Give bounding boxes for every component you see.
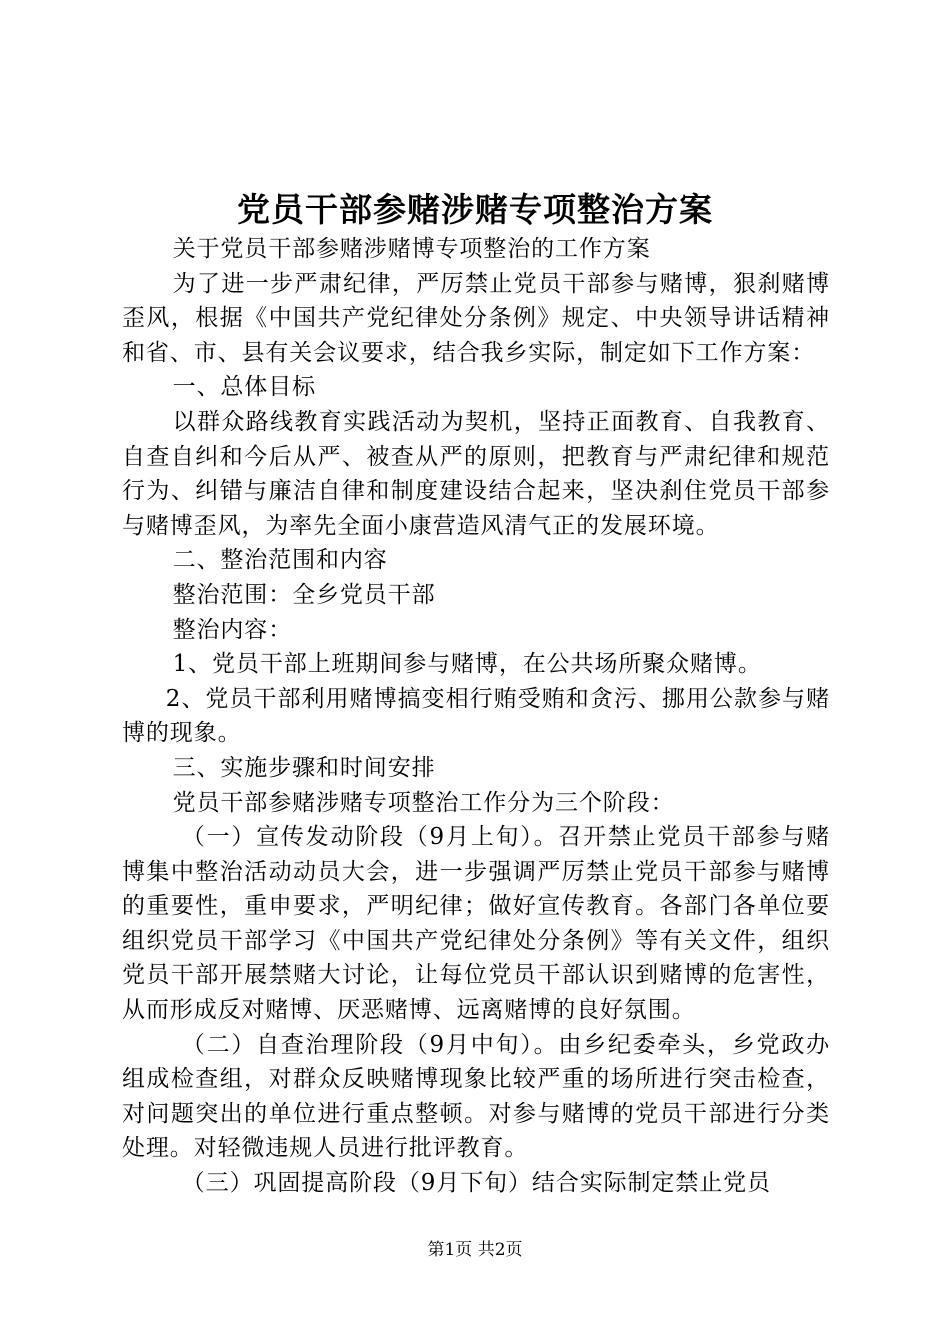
paragraph-scope: 整治范围：全乡党员干部 xyxy=(172,581,436,608)
list-item-2: 2、党员干部利用赌博搞变相行贿受贿和贪污、挪用公款参与赌博的现象。 xyxy=(122,685,830,747)
heading-overall-goal: 一、总体目标 xyxy=(172,374,316,401)
heading-scope-content: 二、整治范围和内容 xyxy=(172,547,388,574)
paragraph-stage-1: （一）宣传发动阶段（9月上旬）。召开禁止党员干部参与赌博集中整治活动动员大会，进一步强调严厉禁止党员干部参与赌博的重要性，重申要求，严明纪律；做好宣传教育。各部门各单位要组织党员干部学习《中国共产党纪律处分条例》等有关文件，组织党员干部开展禁赌大讨论，让每位党员干部认识到赌博的危害性，从而形成反对赌博、厌恶赌博、远离赌博的良好氛围。 xyxy=(122,824,830,1024)
list-item-1: 1、党员干部上班期间参与赌博，在公共场所聚众赌博。 xyxy=(172,651,762,678)
paragraph-subtitle: 关于党员干部参赌涉赌博专项整治的工作方案 xyxy=(172,236,651,262)
paragraph-stage-3: （三）巩固提高阶段（9月下旬）结合实际制定禁止党员 xyxy=(181,1170,771,1197)
page-number-footer: 第1页 共2页 xyxy=(427,1240,523,1260)
paragraph-intro: 为了进一步严肃纪律，严厉禁止党员干部参与赌博，狠刹赌博歪风，根据《中国共产党纪律处分条例》规定、中央领导讲话精神和省、市、县有关会议要求，结合我乡实际，制定如下工作方案： xyxy=(122,270,830,366)
paragraph-stage-2: （二）自查治理阶段（9月中旬）。由乡纪委牵头，乡党政办组成检查组，对群众反映赌博现象比较严重的场所进行突击检查，对问题突出的单位进行重点整顿。对参与赌博的党员干部进行分类处理。对轻微违规人员进行批评教育。 xyxy=(122,1031,830,1162)
document-title: 党员干部参赌涉赌专项整治方案 xyxy=(237,190,713,229)
paragraph-overall-goal: 以群众路线教育实践活动为契机，坚持正面教育、自我教育、自查自纠和今后从严、被查从严的原则，把教育与严肃纪律和规范行为、纠错与廉洁自律和制度建设结合起来，坚决刹住党员干部参与赌博歪风，为率先全面小康营造风清气正的发展环境。 xyxy=(122,408,830,539)
heading-steps-schedule: 三、实施步骤和时间安排 xyxy=(172,754,436,781)
document-body xyxy=(122,232,830,1201)
paragraph-three-stages: 党员干部参赌涉赌专项整治工作分为三个阶段： xyxy=(172,789,675,816)
paragraph-content-label: 整治内容： xyxy=(172,616,293,643)
